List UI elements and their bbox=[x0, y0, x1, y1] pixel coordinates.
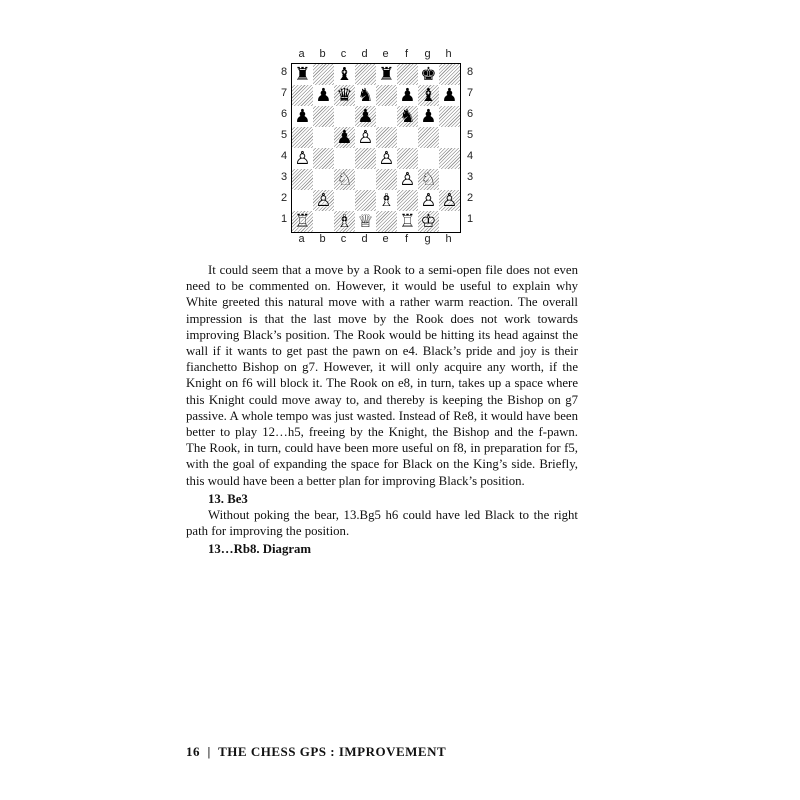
rank-label-left: 8 bbox=[280, 66, 288, 78]
square-b6 bbox=[313, 106, 334, 127]
black-bishop-icon: ♝ bbox=[420, 85, 437, 106]
white-bishop-icon: ♗ bbox=[378, 190, 395, 211]
square-d4 bbox=[355, 148, 376, 169]
square-f7 bbox=[397, 85, 418, 106]
square-g1 bbox=[418, 211, 439, 232]
file-label-top: a bbox=[298, 48, 305, 60]
white-pawn-icon: ♙ bbox=[399, 169, 416, 190]
rank-label-right: 2 bbox=[466, 192, 474, 204]
footer-separator: | bbox=[207, 744, 211, 759]
white-bishop-icon: ♗ bbox=[336, 211, 353, 232]
square-c8 bbox=[334, 64, 355, 85]
file-label-bottom: a bbox=[298, 233, 305, 245]
file-label-top: c bbox=[340, 48, 347, 60]
file-label-top: h bbox=[445, 48, 452, 60]
black-pawn-icon: ♟ bbox=[294, 106, 311, 127]
square-c5 bbox=[334, 127, 355, 148]
black-bishop-icon: ♝ bbox=[336, 64, 353, 85]
black-pawn-icon: ♟ bbox=[399, 85, 416, 106]
white-rook-icon: ♖ bbox=[294, 211, 311, 232]
square-c6 bbox=[334, 106, 355, 127]
file-label-top: e bbox=[382, 48, 389, 60]
white-pawn-icon: ♙ bbox=[294, 148, 311, 169]
black-pawn-icon: ♟ bbox=[357, 106, 374, 127]
square-a5 bbox=[292, 127, 313, 148]
move-heading: 13. Be3 bbox=[208, 491, 248, 506]
white-pawn-icon: ♙ bbox=[315, 190, 332, 211]
square-d5 bbox=[355, 127, 376, 148]
square-e5 bbox=[376, 127, 397, 148]
square-f8 bbox=[397, 64, 418, 85]
white-queen-icon: ♕ bbox=[357, 211, 374, 232]
white-pawn-icon: ♙ bbox=[420, 190, 437, 211]
square-h7 bbox=[439, 85, 460, 106]
square-h4 bbox=[439, 148, 460, 169]
white-rook-icon: ♖ bbox=[399, 211, 416, 232]
page-number: 16 bbox=[186, 744, 200, 759]
square-e2 bbox=[376, 190, 397, 211]
square-d2 bbox=[355, 190, 376, 211]
square-a4 bbox=[292, 148, 313, 169]
square-c2 bbox=[334, 190, 355, 211]
square-f4 bbox=[397, 148, 418, 169]
chess-board bbox=[291, 63, 461, 233]
black-pawn-icon: ♟ bbox=[315, 85, 332, 106]
rank-label-right: 6 bbox=[466, 108, 474, 120]
square-f1 bbox=[397, 211, 418, 232]
page-footer bbox=[186, 744, 446, 760]
rank-label-left: 6 bbox=[280, 108, 288, 120]
black-knight-icon: ♞ bbox=[399, 106, 416, 127]
commentary-paragraph: It could seem that a move by a Rook to a semi-open file does not even need to be commented on. However, it would be useful to explain why White greeted this natural move with a rather warm reaction. The overall impression is that the last move by the Rook does not work towards improving Black’s position. The Rook would be hitting its head against the wall if it wants to get past the pawn on e4. Black’s pride and joy is their fianchetto Bishop on g7. However, it will only acquire any worth, if the Knight on f6 will block it. The Rook on e8, in turn, takes up a space where this Knight could move away to, and thereby is keeping the Bishop on g7 passive. A whole tempo was just wasted. Instead of Re8, it would have been better to play 12…h5, freeing by the Knight, the Bishop and the f-pawn. The Rook, in turn, could have been more useful on f8, in preparation for f5, with the goal of expanding the space for Black on the King’s side. Briefly, this would have been a better plan for improving Black’s position. bbox=[186, 263, 578, 488]
square-c7 bbox=[334, 85, 355, 106]
square-d8 bbox=[355, 64, 376, 85]
black-knight-icon: ♞ bbox=[357, 85, 374, 106]
square-h6 bbox=[439, 106, 460, 127]
chess-diagram bbox=[278, 48, 494, 264]
square-h8 bbox=[439, 64, 460, 85]
file-label-bottom: d bbox=[361, 233, 368, 245]
file-label-bottom: f bbox=[404, 233, 409, 245]
square-d6 bbox=[355, 106, 376, 127]
square-e7 bbox=[376, 85, 397, 106]
square-b8 bbox=[313, 64, 334, 85]
file-label-top: d bbox=[361, 48, 368, 60]
square-b5 bbox=[313, 127, 334, 148]
square-e8 bbox=[376, 64, 397, 85]
square-a7 bbox=[292, 85, 313, 106]
file-label-top: b bbox=[319, 48, 326, 60]
square-g4 bbox=[418, 148, 439, 169]
square-c1 bbox=[334, 211, 355, 232]
square-g5 bbox=[418, 127, 439, 148]
square-a1 bbox=[292, 211, 313, 232]
square-d1 bbox=[355, 211, 376, 232]
square-a8 bbox=[292, 64, 313, 85]
square-a3 bbox=[292, 169, 313, 190]
black-queen-icon: ♛ bbox=[336, 85, 353, 106]
file-label-bottom: e bbox=[382, 233, 389, 245]
square-b3 bbox=[313, 169, 334, 190]
rank-label-left: 4 bbox=[280, 150, 288, 162]
white-king-icon: ♔ bbox=[420, 211, 437, 232]
square-f6 bbox=[397, 106, 418, 127]
square-e6 bbox=[376, 106, 397, 127]
square-e4 bbox=[376, 148, 397, 169]
commentary-paragraph: Without poking the bear, 13.Bg5 h6 could have led Black to the right path for improving the position. bbox=[186, 508, 578, 539]
square-d3 bbox=[355, 169, 376, 190]
square-f3 bbox=[397, 169, 418, 190]
white-knight-icon: ♘ bbox=[420, 169, 437, 190]
square-b1 bbox=[313, 211, 334, 232]
square-f5 bbox=[397, 127, 418, 148]
square-e3 bbox=[376, 169, 397, 190]
file-label-bottom: h bbox=[445, 233, 452, 245]
rank-label-right: 7 bbox=[466, 87, 474, 99]
black-rook-icon: ♜ bbox=[378, 64, 395, 85]
black-pawn-icon: ♟ bbox=[336, 127, 353, 148]
square-g8 bbox=[418, 64, 439, 85]
square-a2 bbox=[292, 190, 313, 211]
square-h3 bbox=[439, 169, 460, 190]
rank-label-left: 3 bbox=[280, 171, 288, 183]
file-label-top: g bbox=[424, 48, 431, 60]
body-text bbox=[186, 262, 578, 558]
black-rook-icon: ♜ bbox=[294, 64, 311, 85]
square-c4 bbox=[334, 148, 355, 169]
square-h5 bbox=[439, 127, 460, 148]
white-knight-icon: ♘ bbox=[336, 169, 353, 190]
square-a6 bbox=[292, 106, 313, 127]
rank-label-left: 2 bbox=[280, 192, 288, 204]
square-d7 bbox=[355, 85, 376, 106]
rank-label-left: 5 bbox=[280, 129, 288, 141]
square-e1 bbox=[376, 211, 397, 232]
black-king-icon: ♚ bbox=[420, 64, 437, 85]
file-label-bottom: b bbox=[319, 233, 326, 245]
square-b4 bbox=[313, 148, 334, 169]
square-h2 bbox=[439, 190, 460, 211]
black-pawn-icon: ♟ bbox=[441, 85, 458, 106]
file-label-top: f bbox=[404, 48, 409, 60]
black-pawn-icon: ♟ bbox=[420, 106, 437, 127]
square-f2 bbox=[397, 190, 418, 211]
square-b7 bbox=[313, 85, 334, 106]
square-c3 bbox=[334, 169, 355, 190]
rank-label-left: 1 bbox=[280, 213, 288, 225]
white-pawn-icon: ♙ bbox=[378, 148, 395, 169]
file-label-bottom: g bbox=[424, 233, 431, 245]
move-heading: 13…Rb8. Diagram bbox=[208, 542, 312, 557]
rank-label-right: 8 bbox=[466, 66, 474, 78]
square-g7 bbox=[418, 85, 439, 106]
square-b2 bbox=[313, 190, 334, 211]
book-title: THE CHESS GPS : IMPROVEMENT bbox=[218, 744, 447, 759]
square-g3 bbox=[418, 169, 439, 190]
white-pawn-icon: ♙ bbox=[357, 127, 374, 148]
rank-label-right: 5 bbox=[466, 129, 474, 141]
square-g2 bbox=[418, 190, 439, 211]
rank-label-right: 4 bbox=[466, 150, 474, 162]
rank-label-right: 1 bbox=[466, 213, 474, 225]
rank-label-left: 7 bbox=[280, 87, 288, 99]
square-g6 bbox=[418, 106, 439, 127]
square-h1 bbox=[439, 211, 460, 232]
rank-label-right: 3 bbox=[466, 171, 474, 183]
file-label-bottom: c bbox=[340, 233, 347, 245]
white-pawn-icon: ♙ bbox=[441, 190, 458, 211]
